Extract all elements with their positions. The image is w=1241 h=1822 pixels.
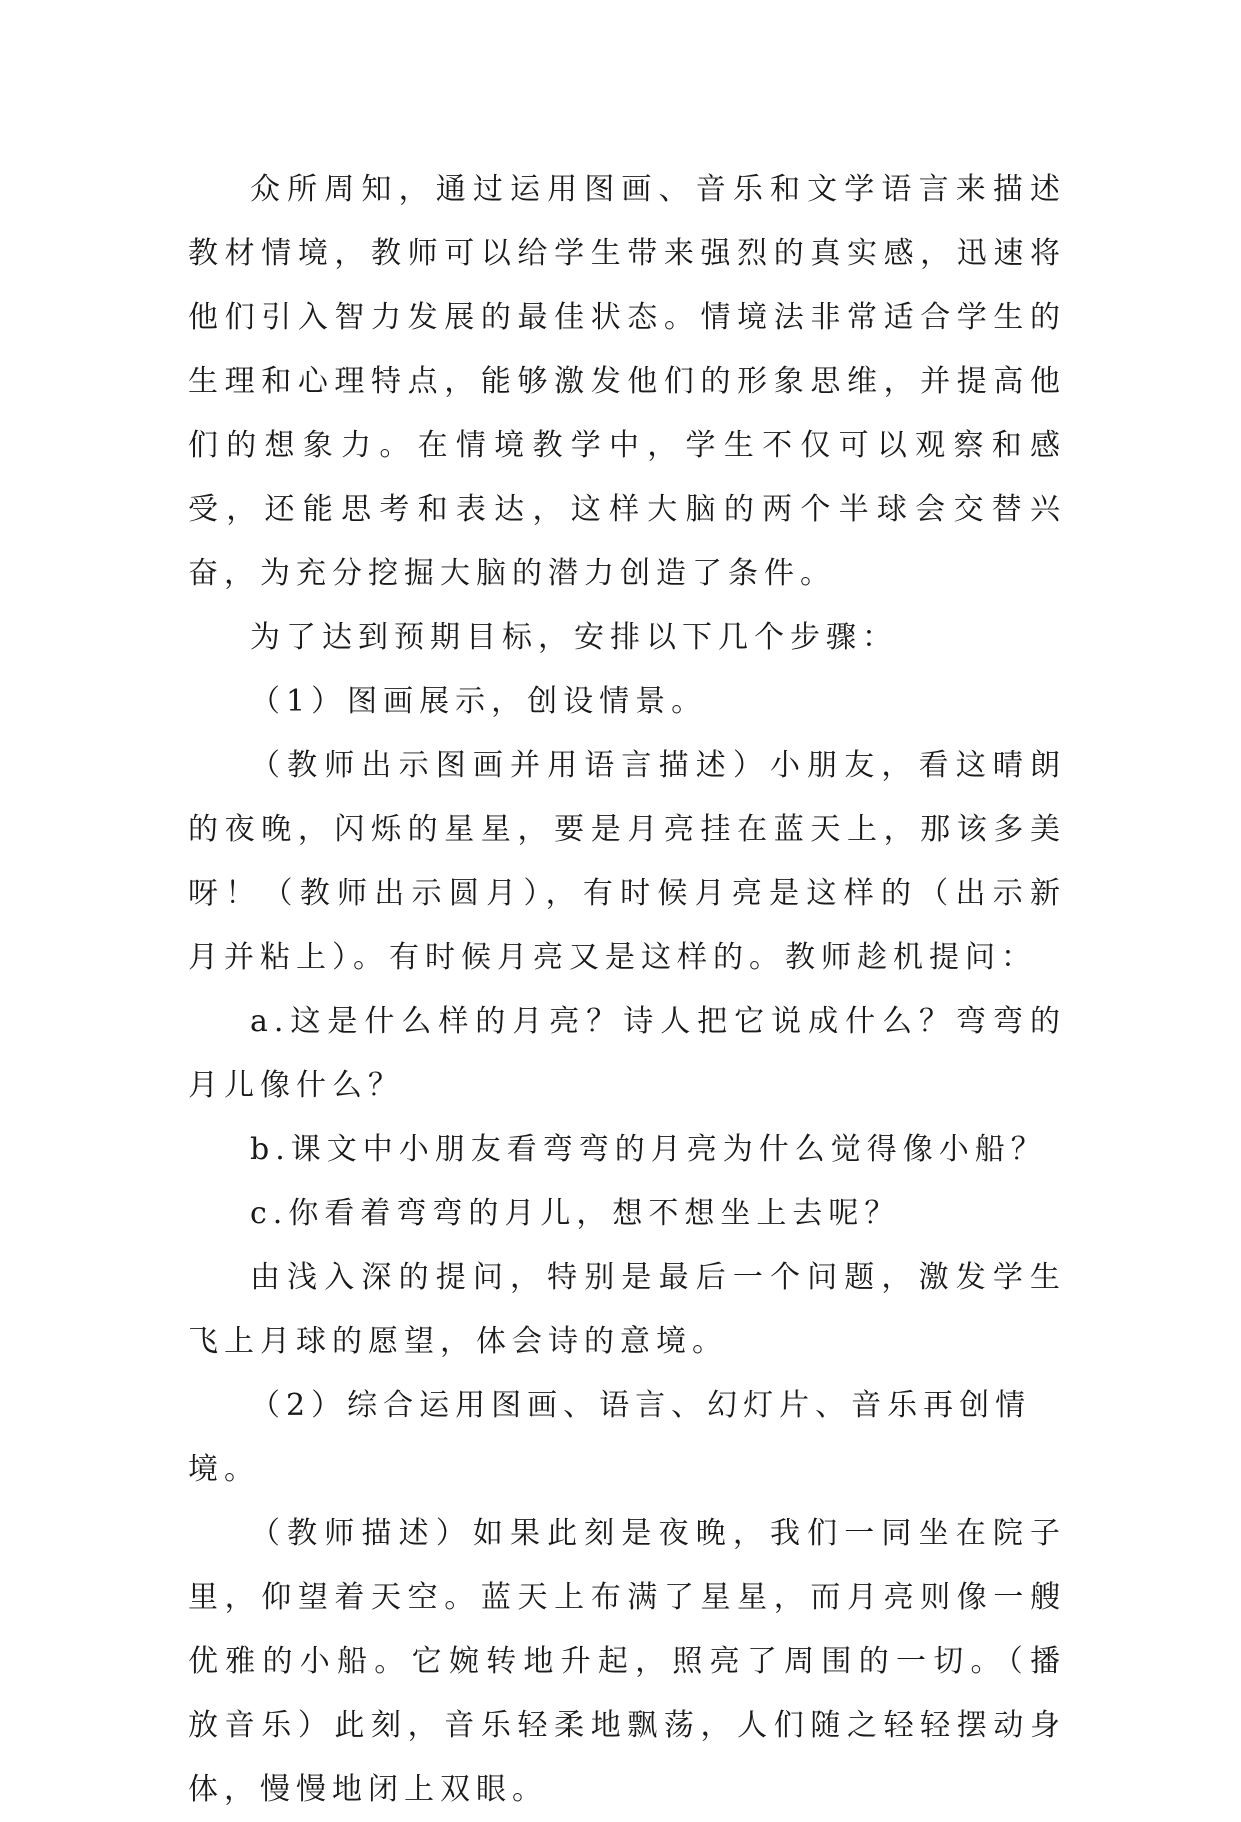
paragraph-step-2: （2）综合运用图画、语言、幻灯片、音乐再创情境。	[188, 1388, 1032, 1487]
paragraph-question-c: c.你看着弯弯的月儿，想不想坐上去呢？	[250, 1196, 901, 1231]
paragraph-intro: 众所周知，通过运用图画、音乐和文学语言来描述教材情境，教师可以给学生带来强烈的真实感，迅速将他们引入智力发展的最佳状态。情境法非常适合学生的生理和心理特点，能够激发他们的形象思维，并提高他们的想象力。在情境教学中，学生不仅可以观察和感受，还能思考和表达，这样大脑的两个半球会交替兴奋，为充分挖掘大脑的潜力创造了条件。	[188, 172, 1066, 591]
paragraph-step-1: （1）图画展示，创设情景。	[250, 684, 708, 719]
paragraph-steps-intro: 为了达到预期目标，安排以下几个步骤：	[250, 620, 898, 655]
paragraph-questioning-effect: 由浅入深的提问，特别是最后一个问题，激发学生飞上月球的愿望，体会诗的意境。	[188, 1260, 1066, 1359]
paragraph-question-b: b.课文中小朋友看弯弯的月亮为什么觉得像小船？	[250, 1132, 1047, 1167]
document-page	[188, 158, 1066, 1822]
paragraph-teacher-describes: （教师描述）如果此刻是夜晚，我们一同坐在院子里，仰望着天空。蓝天上布满了星星，而月亮则像一艘优雅的小船。它婉转地升起，照亮了周围的一切。（播放音乐）此刻，音乐轻柔地飘荡，人们随之轻轻摆动身体，慢慢地闭上双眼。	[188, 1516, 1066, 1807]
paragraph-question-a: a.这是什么样的月亮？诗人把它说成什么？弯弯的月儿像什么？	[188, 1004, 1066, 1103]
paragraph-teacher-shows-picture: （教师出示图画并用语言描述）小朋友，看这晴朗的夜晚，闪烁的星星，要是月亮挂在蓝天上，那该多美呀！（教师出示圆月），有时候月亮是这样的（出示新月并粘上）。有时候月亮又是这样的。教师趁机提问：	[188, 748, 1066, 975]
